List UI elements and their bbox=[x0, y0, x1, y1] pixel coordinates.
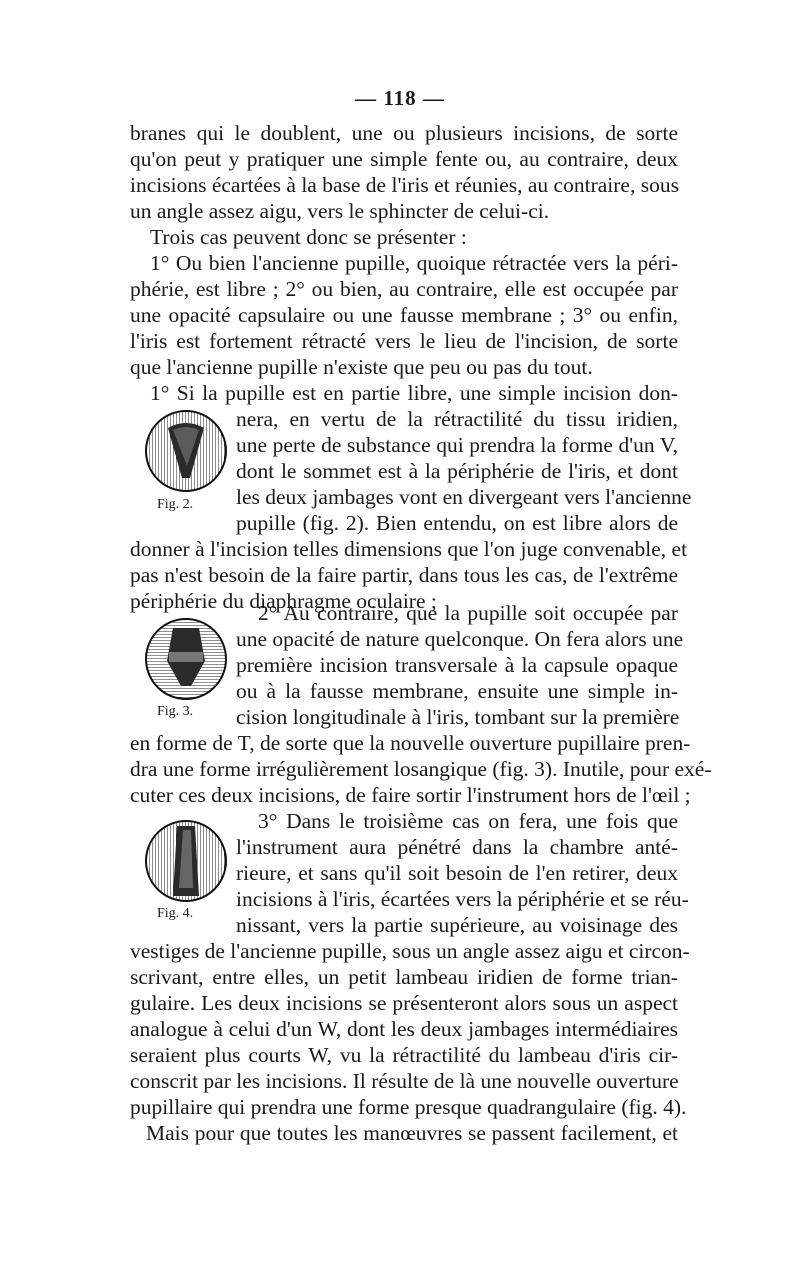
text-line: nissant, vers la partie supérieure, au voisinage des bbox=[236, 913, 678, 937]
text-line: 3° Dans le troisième cas on fera, une fois que bbox=[258, 809, 678, 833]
text-line: une perte de substance qui prendra la forme d'un V, bbox=[236, 433, 678, 457]
text-line: donner à l'incision telles dimensions que l'on juge convenable, et bbox=[130, 537, 688, 561]
text-line: rieure, et sans qu'il soit besoin de l'en retirer, deux bbox=[236, 861, 678, 885]
figure-3-caption: Fig. 3. bbox=[157, 704, 194, 719]
figure-2-caption: Fig. 2. bbox=[157, 497, 194, 512]
text-line: en forme de T, de sorte que la nouvelle ouverture pupillaire pren- bbox=[130, 731, 691, 755]
text-line: incisions à l'iris, écartées vers la périphérie et se réu- bbox=[236, 887, 689, 911]
text-line: l'instrument aura pénétré dans la chambre anté- bbox=[236, 835, 678, 859]
text-line: dont le sommet est à la périphérie de l'iris, et dont bbox=[236, 459, 678, 483]
text-line: 1° Si la pupille est en partie libre, une simple incision don- bbox=[150, 381, 678, 405]
text-line: Mais pour que toutes les manœuvres se passent facilement, et bbox=[146, 1121, 678, 1145]
text-line: scrivant, entre elles, un petit lambeau iridien de forme trian- bbox=[130, 965, 678, 989]
text-line: vestiges de l'ancienne pupille, sous un angle assez aigu et circon- bbox=[130, 939, 690, 963]
figure-4-caption: Fig. 4. bbox=[157, 906, 194, 921]
text-line: périphérie du diaphragme oculaire ; bbox=[130, 589, 437, 613]
text-line: que l'ancienne pupille n'existe que peu ou pas du tout. bbox=[130, 355, 593, 379]
text-line: dra une forme irrégulièrement losangique (fig. 3). Inutile, pour exé- bbox=[130, 757, 712, 781]
text-line: une opacité capsulaire ou une fausse membrane ; 3° ou enfin, bbox=[130, 303, 678, 327]
figure-3-eye-illustration bbox=[143, 616, 229, 702]
text-line: Trois cas peuvent donc se présenter : bbox=[150, 225, 467, 249]
text-line: cision longitudinale à l'iris, tombant sur la première bbox=[236, 705, 680, 729]
text-line: conscrit par les incisions. Il résulte de là une nouvelle ouverture bbox=[130, 1069, 679, 1093]
text-line: pas n'est besoin de la faire partir, dans tous les cas, de l'extrême bbox=[130, 563, 678, 587]
text-line: gulaire. Les deux incisions se présenteront alors sous un aspect bbox=[130, 991, 678, 1015]
text-line: branes qui le doublent, une ou plusieurs incisions, de sorte bbox=[130, 121, 678, 145]
figure-2-eye-illustration bbox=[143, 408, 229, 494]
text-line: 1° Ou bien l'ancienne pupille, quoique rétractée vers la péri- bbox=[150, 251, 678, 275]
text-line: incisions écartées à la base de l'iris et réunies, au contraire, sous bbox=[130, 173, 679, 197]
text-line: l'iris est fortement rétracté vers le lieu de l'incision, de sorte bbox=[130, 329, 678, 353]
text-line: pupille (fig. 2). Bien entendu, on est libre alors de bbox=[236, 511, 678, 535]
text-line: phérie, est libre ; 2° ou bien, au contraire, elle est occupée par bbox=[130, 277, 678, 301]
text-line: seraient plus courts W, vu la rétractilité du lambeau d'iris cir- bbox=[130, 1043, 678, 1067]
text-line: un angle assez aigu, vers le sphincter de celui-ci. bbox=[130, 199, 550, 223]
text-line: ou à la fausse membrane, ensuite une simple in- bbox=[236, 679, 678, 703]
text-line: pupillaire qui prendra une forme presque quadrangulaire (fig. 4). bbox=[130, 1095, 687, 1119]
figure-4-eye-illustration bbox=[143, 818, 229, 904]
text-line: une opacité de nature quelconque. On fera alors une bbox=[236, 627, 684, 651]
text-line: première incision transversale à la capsule opaque bbox=[236, 653, 678, 677]
text-line: les deux jambages vont en divergeant vers l'ancienne bbox=[236, 485, 692, 509]
text-line: qu'on peut y pratiquer une simple fente ou, au contraire, deux bbox=[130, 147, 678, 171]
text-line: 2° Au contraire, que la pupille soit occupée par bbox=[258, 601, 678, 625]
page-number: — 118 — bbox=[355, 86, 445, 110]
text-line: analogue à celui d'un W, dont les deux jambages intermédiaires bbox=[130, 1017, 678, 1041]
text-line: cuter ces deux incisions, de faire sortir l'instrument hors de l'œil ; bbox=[130, 783, 691, 807]
text-line: nera, en vertu de la rétractilité du tissu iridien, bbox=[236, 407, 678, 431]
